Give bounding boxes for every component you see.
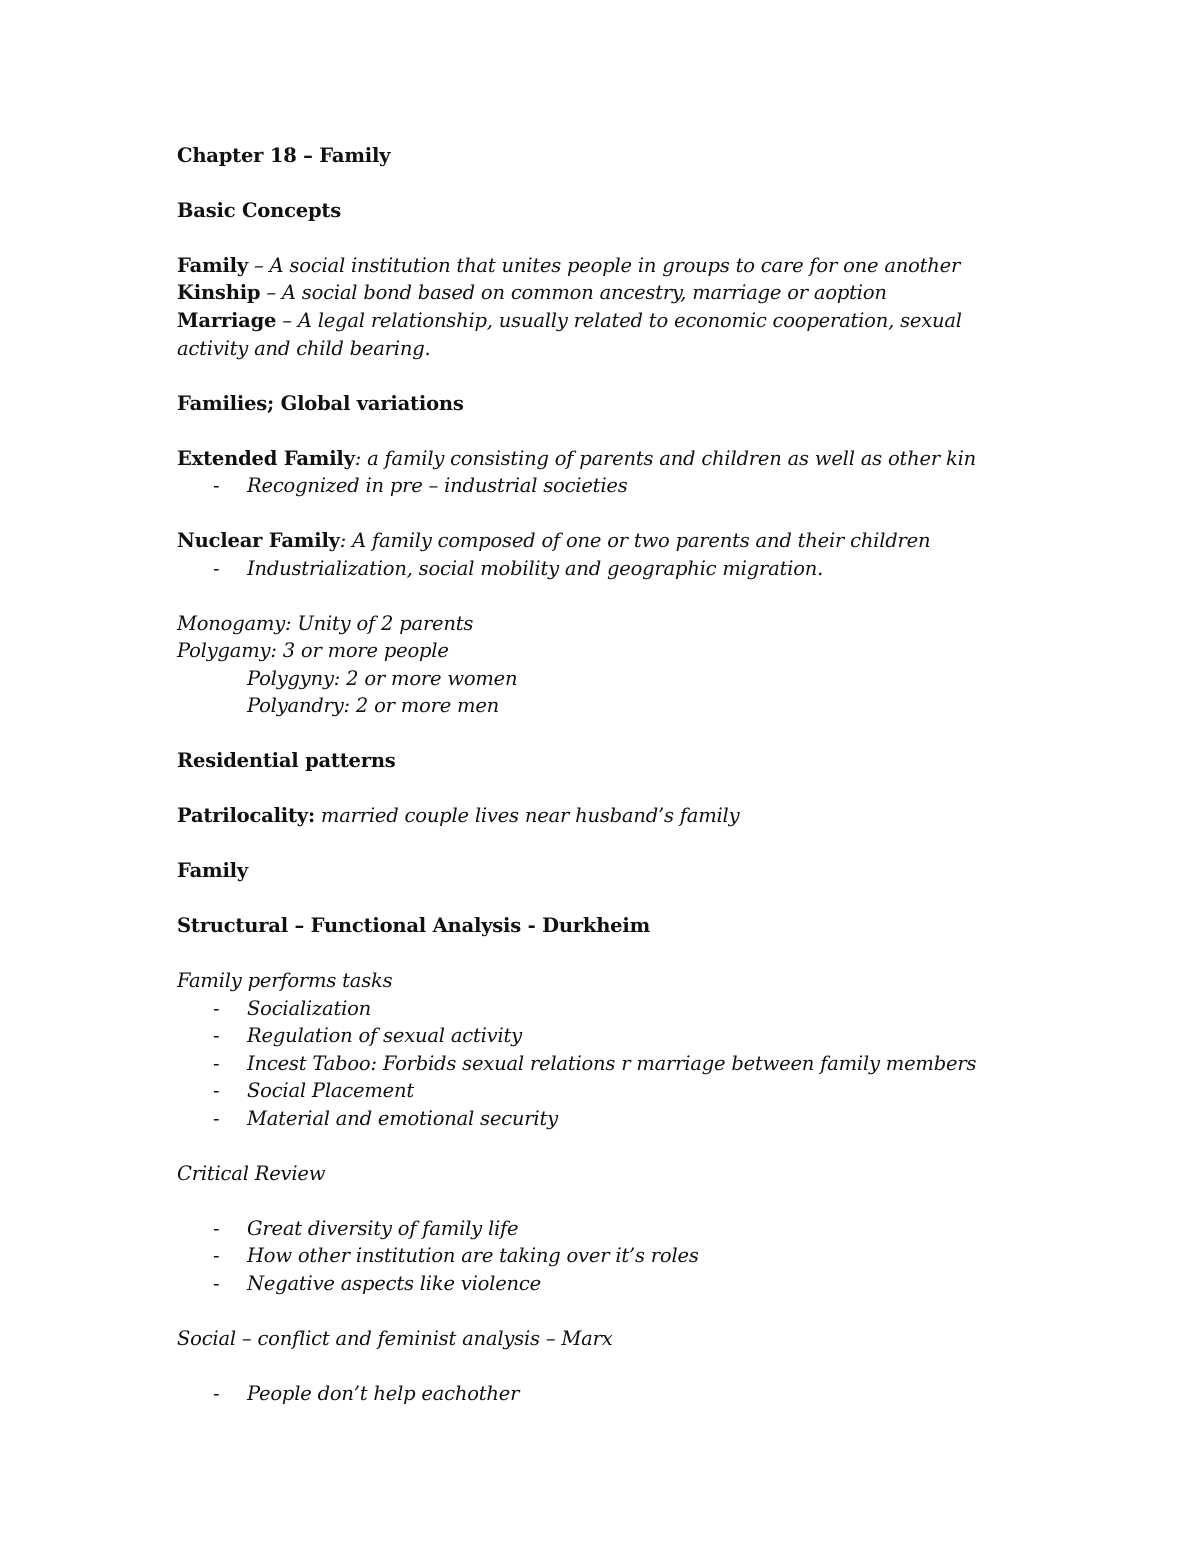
bullet-extended-family: Recognized in pre – industrial societies — [247, 474, 628, 497]
definition-extended-family — [177, 446, 976, 472]
section-heading-structural: Structural – Functional Analysis - Durkheim — [177, 914, 651, 937]
list-item: People don’t help eachother — [247, 1382, 520, 1405]
polygamy-line: Polygamy: 3 or more people — [177, 639, 449, 662]
term-kinship: Kinship — [177, 281, 261, 304]
list-item: Social Placement — [247, 1079, 414, 1102]
term-marriage: Marriage — [177, 309, 277, 332]
bullet-dash: - — [213, 557, 220, 580]
structural-intro: Family performs tasks — [177, 969, 393, 992]
section-heading-global-variations: Families; Global variations — [177, 392, 464, 415]
list-item: Socialization — [247, 997, 372, 1020]
def-patrilocality: married couple lives near husband’s family — [314, 804, 740, 827]
list-item: Regulation of sexual activity — [247, 1024, 522, 1047]
term-patrilocality: Patrilocality: — [177, 804, 315, 827]
bullet-dash: - — [213, 1052, 220, 1075]
bullet-dash: - — [213, 1382, 220, 1405]
polygyny-line: Polygyny: 2 or more women — [247, 667, 518, 690]
def-kinship: – A social bond based on common ancestry, marriage or aoption — [260, 281, 887, 304]
section-heading-residential: Residential patterns — [177, 749, 396, 772]
bullet-dash: - — [213, 1272, 220, 1295]
list-item: Negative aspects like violence — [247, 1272, 541, 1295]
list-item: Material and emotional security — [247, 1107, 558, 1130]
bullet-dash: - — [213, 1217, 220, 1240]
bullet-dash: - — [213, 1079, 220, 1102]
definition-family — [177, 253, 960, 279]
monogamy-line: Monogamy: Unity of 2 parents — [177, 612, 474, 635]
def-marriage-continued: activity and child bearing. — [177, 337, 431, 360]
list-item: Great diversity of family life — [247, 1217, 519, 1240]
definition-marriage — [177, 308, 962, 334]
critical-review-heading: Critical Review — [177, 1162, 326, 1185]
def-extended-family: : a family consisting of parents and children as well as other kin — [354, 447, 976, 470]
definition-kinship — [177, 280, 887, 306]
section-heading-family: Family — [177, 859, 248, 882]
term-extended-family: Extended Family — [177, 447, 355, 470]
chapter-title: Chapter 18 – Family — [177, 144, 391, 167]
term-nuclear-family: Nuclear Family — [177, 529, 340, 552]
list-item: How other institution are taking over it’s roles — [247, 1244, 699, 1267]
bullet-dash: - — [213, 474, 220, 497]
def-nuclear-family: : A family composed of one or two parents and their children — [339, 529, 931, 552]
bullet-dash: - — [213, 1244, 220, 1267]
section-heading-basic-concepts: Basic Concepts — [177, 199, 341, 222]
list-item: Incest Taboo: Forbids sexual relations r marriage between family members — [247, 1052, 977, 1075]
def-family: – A social institution that unites people in groups to care for one another — [248, 254, 961, 277]
bullet-dash: - — [213, 1107, 220, 1130]
definition-patrilocality — [177, 803, 739, 829]
polyandry-line: Polyandry: 2 or more men — [247, 694, 500, 717]
bullet-dash: - — [213, 997, 220, 1020]
def-marriage: – A legal relationship, usually related to economic cooperation, sexual — [276, 309, 962, 332]
term-family: Family — [177, 254, 248, 277]
bullet-nuclear-family: Industrialization, social mobility and geographic migration. — [247, 557, 824, 580]
conflict-analysis-heading: Social – conflict and feminist analysis – Marx — [177, 1327, 613, 1350]
definition-nuclear-family — [177, 528, 930, 554]
bullet-dash: - — [213, 1024, 220, 1047]
